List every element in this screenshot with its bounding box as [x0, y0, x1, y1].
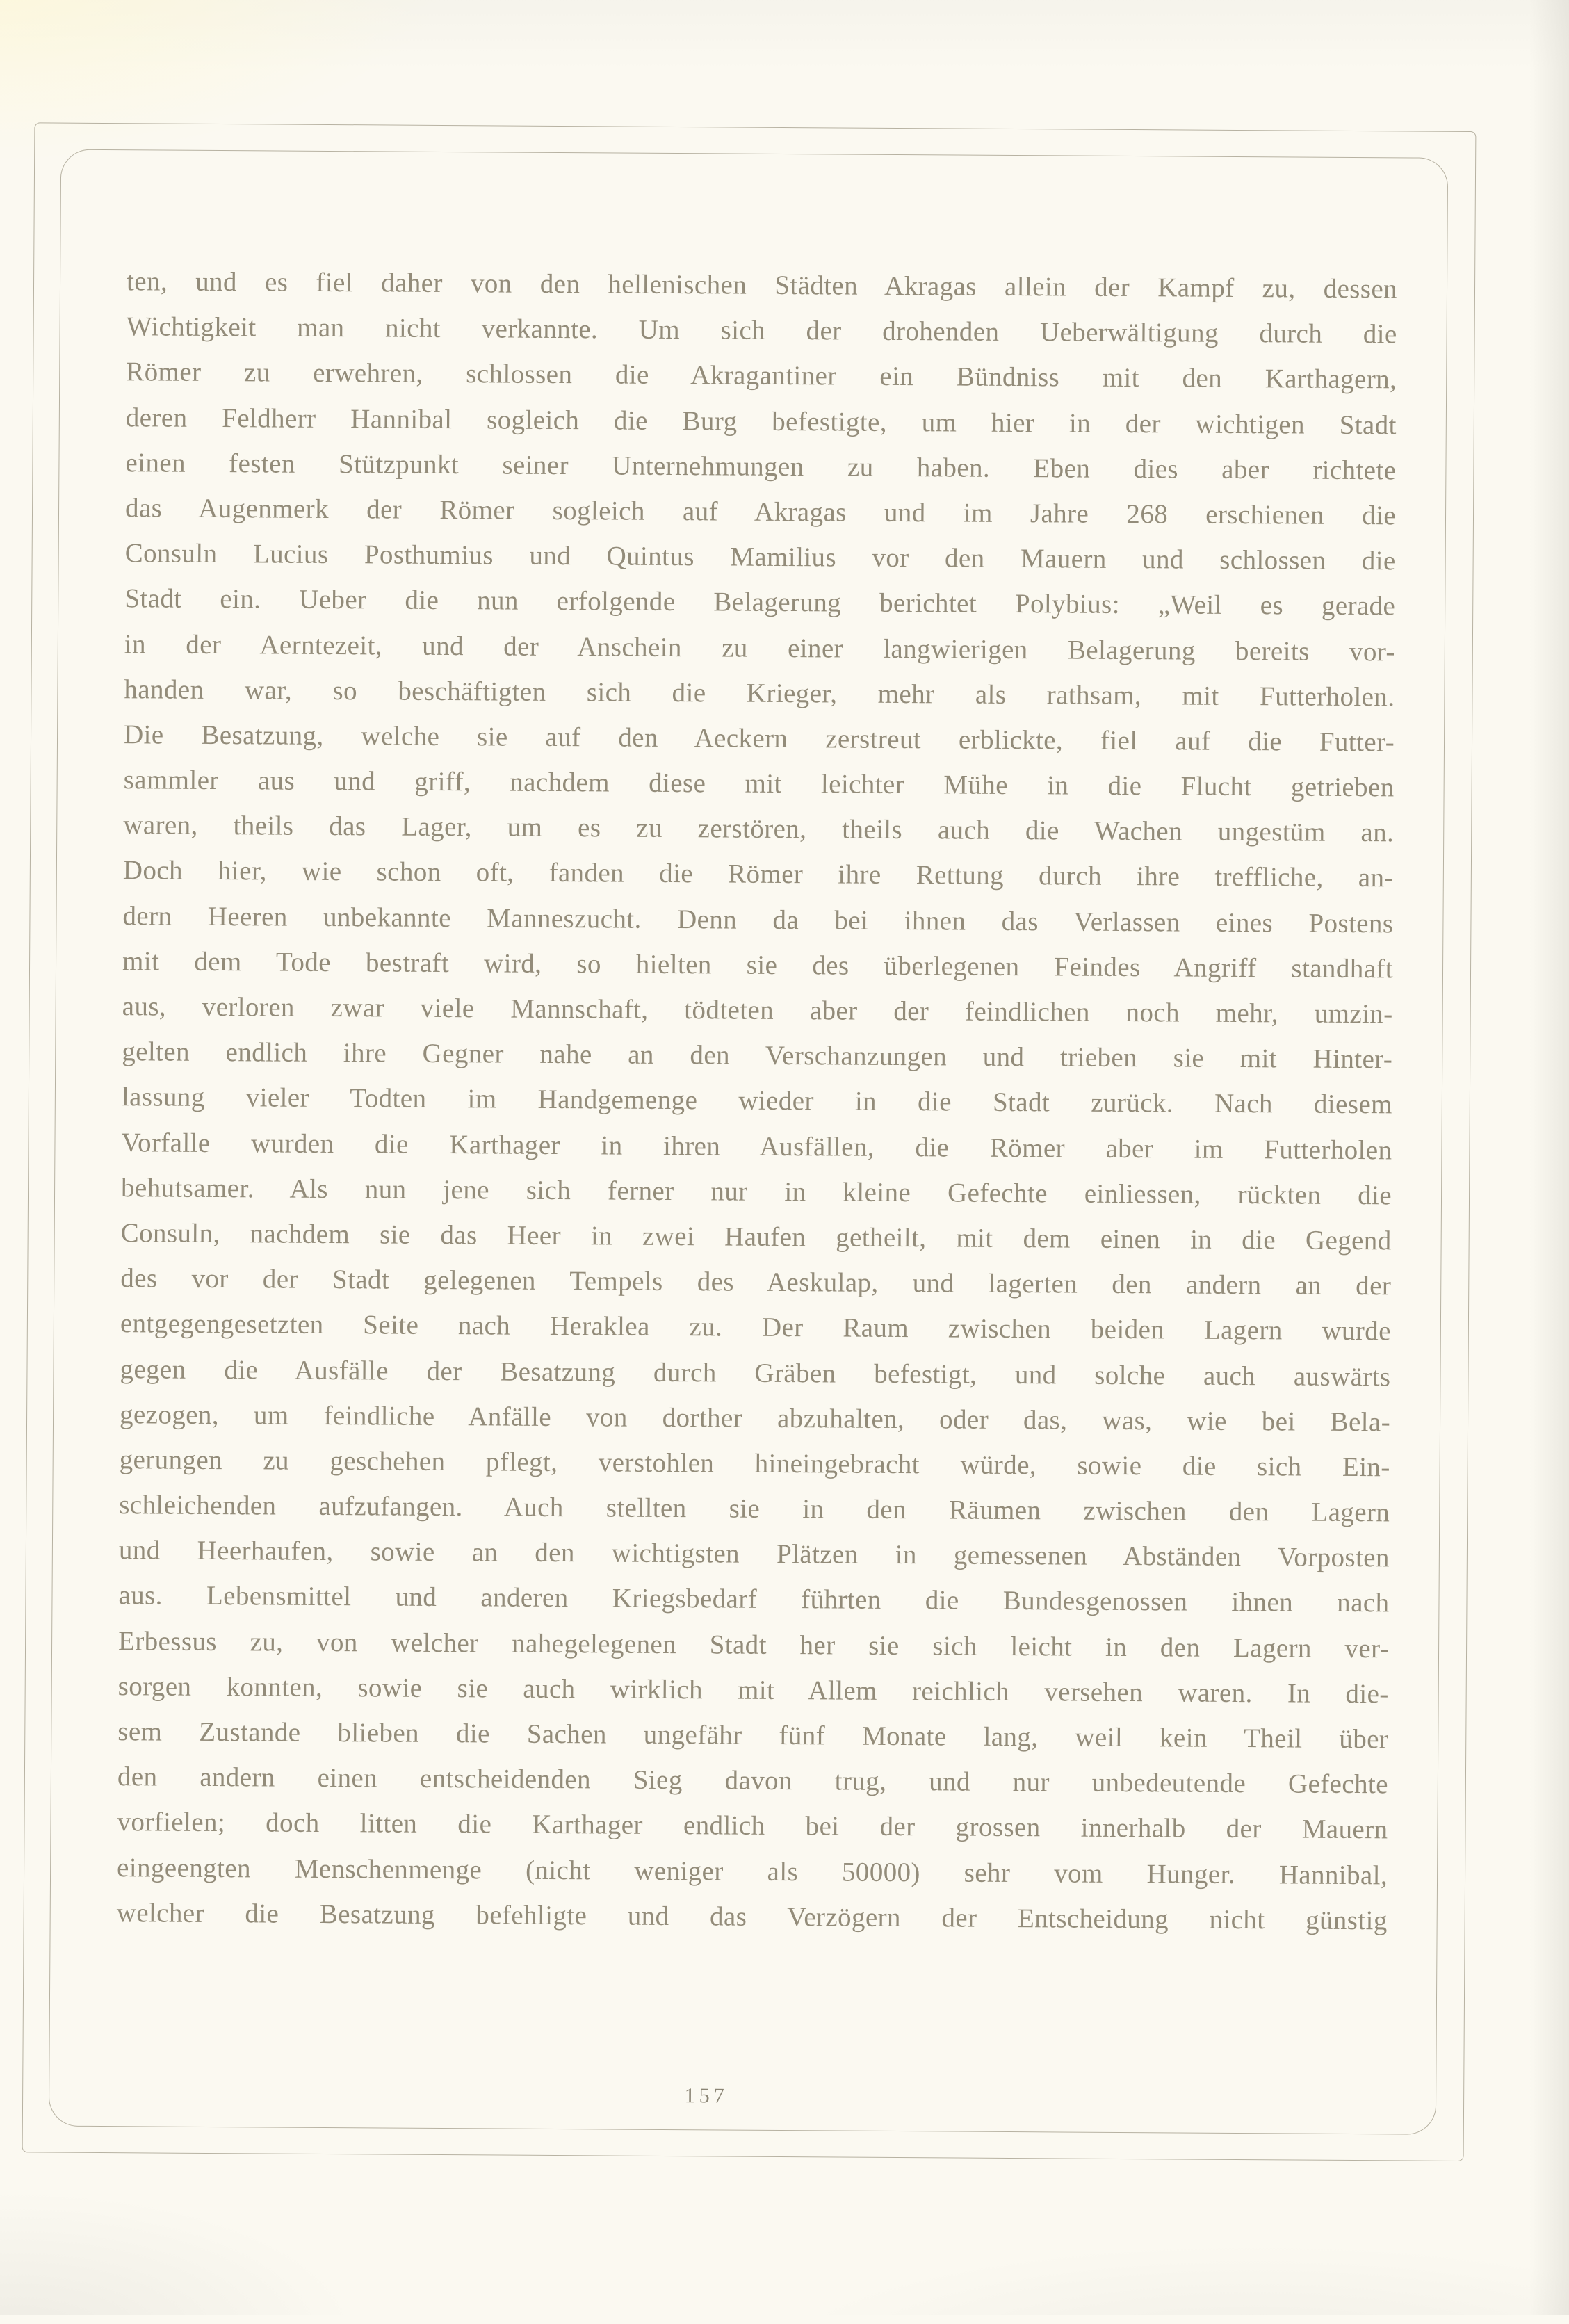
- text-line: Die Besatzung, welche sie auf den Aeckern zerstreut erblickte, fiel auf die Futter-: [123, 720, 1395, 758]
- text-line: dern Heeren unbekannte Manneszucht. Denn da bei ihnen das Verlassen eines Postens: [122, 900, 1394, 938]
- text-line: und Heerhaufen, sowie an den wichtigsten Plätzen in gemessenen Abständen Vorposten: [118, 1535, 1390, 1573]
- text-line: Stadt ein. Ueber die nun erfolgende Belagerung berichtet Polybius: „Weil es gerade: [124, 583, 1396, 621]
- text-line: ten, und es fiel daher von den hellenischen Städten Akragas allein der Kampf zu, dessen: [126, 266, 1398, 304]
- text-line: Consuln, nachdem sie das Heer in zwei Haufen getheilt, mit dem einen in die Gegend: [120, 1218, 1392, 1256]
- text-line: Consuln Lucius Posthumius und Quintus Mamilius vor den Mauern und schlossen die: [124, 538, 1396, 576]
- text-line: schleichenden aufzufangen. Auch stellten sie in den Räumen zwischen den Lagern: [119, 1490, 1390, 1528]
- text-line: gegen die Ausfälle der Besatzung durch Gräben befestigt, und solche auch auswärts: [120, 1354, 1391, 1392]
- text-line: sem Zustande blieben die Sachen ungefähr fünf Monate lang, weil kein Theil über: [117, 1716, 1389, 1755]
- text-line: aus, verloren zwar viele Mannschaft, tödteten aber der feindlichen noch mehr, umzin-: [122, 991, 1393, 1030]
- text-line: in der Aerntezeit, und der Anschein zu einer langwierigen Belagerung bereits vor-: [124, 628, 1395, 667]
- text-line: Erbessus zu, von welcher nahegelegenen Stadt her sie sich leicht in den Lagern ver-: [117, 1625, 1390, 1664]
- text-line: mit dem Tode bestraft wird, so hielten sie des überlegenen Feindes Angriff standhaft: [122, 945, 1394, 984]
- text-line: des vor der Stadt gelegenen Tempels des Aeskulap, und lagerten den andern an der: [120, 1263, 1392, 1301]
- text-line: Römer zu erwehren, schlossen die Akragantiner ein Bündniss mit den Karthagern,: [126, 357, 1397, 395]
- text-line: aus. Lebensmittel und anderen Kriegsbedarf führten die Bundesgenossen ihnen nach: [118, 1580, 1390, 1618]
- body-text: [117, 259, 1398, 1943]
- text-line: entgegengesetzten Seite nach Heraklea zu. Der Raum zwischen beiden Lagern wurde: [120, 1308, 1391, 1347]
- text-line: sammler aus und griff, nachdem diese mit leichter Mühe in die Flucht getrieben: [123, 765, 1395, 803]
- text-line: handen war, so beschäftigten sich die Krieger, mehr als rathsam, mit Futterholen.: [124, 674, 1395, 713]
- text-line: Doch hier, wie schon oft, fanden die Römer ihre Rettung durch ihre treffliche, an-: [122, 855, 1394, 893]
- text-line: deren Feldherr Hannibal sogleich die Burg befestigte, um hier in der wichtigen Stadt: [125, 402, 1397, 440]
- text-line: einen festen Stützpunkt seiner Unternehmungen zu haben. Eben dies aber richtete: [125, 447, 1397, 486]
- text-line: sorgen konnten, sowie sie auch wirklich mit Allem reichlich versehen waren. In die-: [117, 1671, 1389, 1709]
- page-number: 157: [684, 2084, 729, 2108]
- text-line: vorfielen; doch litten die Karthager endlich bei der grossen innerhalb der Mauern: [117, 1807, 1388, 1845]
- text-line: welcher die Besatzung befehligte und das Verzögern der Entscheidung nicht günstig: [116, 1897, 1388, 1936]
- text-line: lassung vieler Todten im Handgemenge wieder in die Stadt zurück. Nach diesem: [121, 1082, 1392, 1120]
- text-line: gelten endlich ihre Gegner nahe an den Verschanzungen und trieben sie mit Hinter-: [122, 1037, 1393, 1075]
- text-line: behutsamer. Als nun jene sich ferner nur in kleine Gefechte einliessen, rückten die: [120, 1172, 1392, 1211]
- text-line: gezogen, um feindliche Anfälle von dorther abzuhalten, oder das, was, wie bei Bela-: [119, 1399, 1391, 1438]
- text-line: den andern einen entscheidenden Sieg davon trug, und nur unbedeutende Gefechte: [117, 1762, 1389, 1800]
- text-line: waren, theils das Lager, um es zu zerstören, theils auch die Wachen ungestüm an.: [123, 810, 1395, 848]
- text-line: Vorfalle wurden die Karthager in ihren Ausfällen, die Römer aber im Futterholen: [121, 1127, 1392, 1165]
- text-line: Wichtigkeit man nicht verkannte. Um sich der drohenden Ueberwältigung durch die: [126, 311, 1397, 350]
- text-line: gerungen zu geschehen pflegt, verstohlen hineingebracht würde, sowie die sich Ein-: [119, 1445, 1390, 1483]
- text-line: eingeengten Menschenmenge (nicht weniger als 50000) sehr vom Hunger. Hannibal,: [116, 1852, 1388, 1890]
- text-line: das Augenmerk der Römer sogleich auf Akragas und im Jahre 268 erschienen die: [124, 493, 1397, 531]
